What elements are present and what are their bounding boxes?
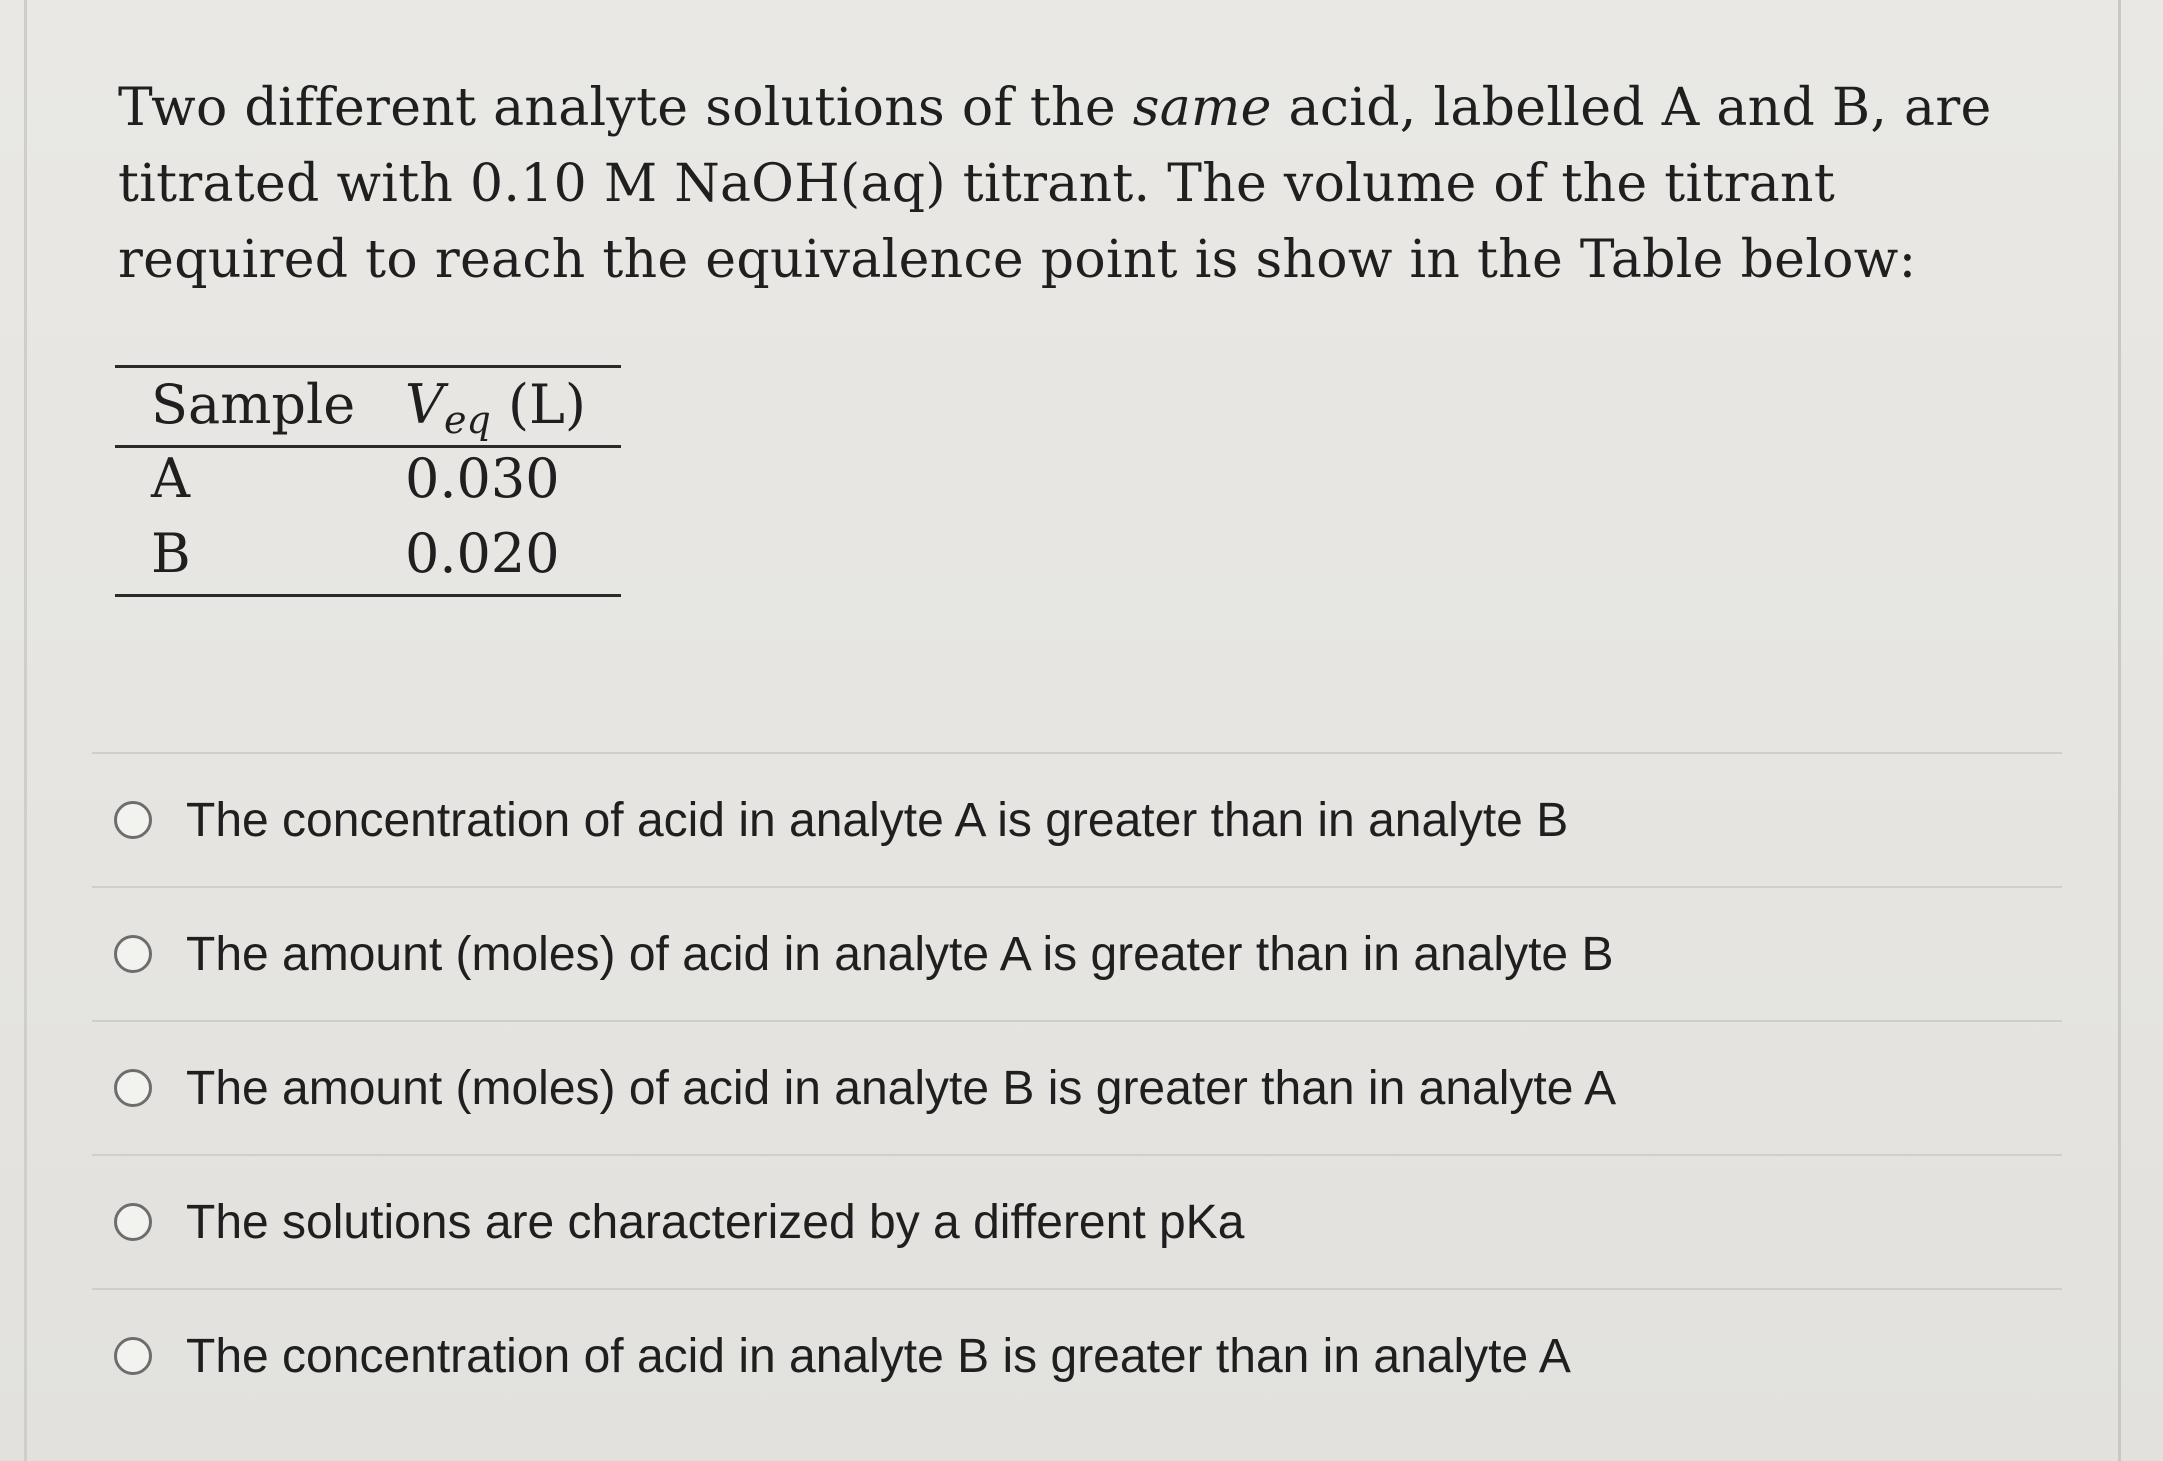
table-cell-veq-a: 0.030 [405,447,560,510]
right-border [2118,0,2121,1461]
veq-unit: (L) [490,373,586,436]
question-text [118,70,2078,298]
left-border [24,0,27,1461]
radio-button-icon[interactable] [114,1337,152,1375]
veq-symbol: V [405,373,444,436]
table-cell-sample-a: A [151,447,190,510]
answer-options [92,752,2062,1422]
answer-option-3[interactable] [92,1022,2062,1154]
answer-option-label[interactable]: The concentration of acid in analyte A is greater than in analyte B [186,793,1569,847]
question-emphasis: same [1132,78,1272,138]
table-cell-sample-b: B [151,522,191,585]
answer-option-4[interactable] [92,1156,2062,1288]
answer-option-1[interactable] [92,754,2062,886]
radio-button-icon[interactable] [114,1203,152,1241]
radio-button-icon[interactable] [114,935,152,973]
radio-button-icon[interactable] [114,1069,152,1107]
question-part-2: acid, labelled A and B, are titrated with 0.10 M NaOH(aq) titrant. The volume of the titrant required to reach the equivalence point is show in the Table below: [118,78,1992,290]
table-top-rule [115,365,621,368]
table-bottom-rule [115,594,621,597]
answer-option-5[interactable] [92,1290,2062,1422]
answer-option-2[interactable] [92,888,2062,1020]
question-part-1: Two different analyte solutions of the [118,78,1133,138]
table-header-veq [405,373,586,442]
table-cell-veq-b: 0.020 [405,522,560,585]
answer-option-label[interactable]: The amount (moles) of acid in analyte A is greater than in analyte B [186,927,1614,981]
answer-option-label[interactable]: The amount (moles) of acid in analyte B is greater than in analyte A [186,1061,1617,1115]
table-header-sample: Sample [151,373,356,436]
veq-subscript: eq [444,398,491,442]
answer-option-label[interactable]: The concentration of acid in analyte B is greater than in analyte A [186,1329,1571,1383]
radio-button-icon[interactable] [114,801,152,839]
answer-option-label[interactable]: The solutions are characterized by a different pKa [186,1195,1245,1249]
